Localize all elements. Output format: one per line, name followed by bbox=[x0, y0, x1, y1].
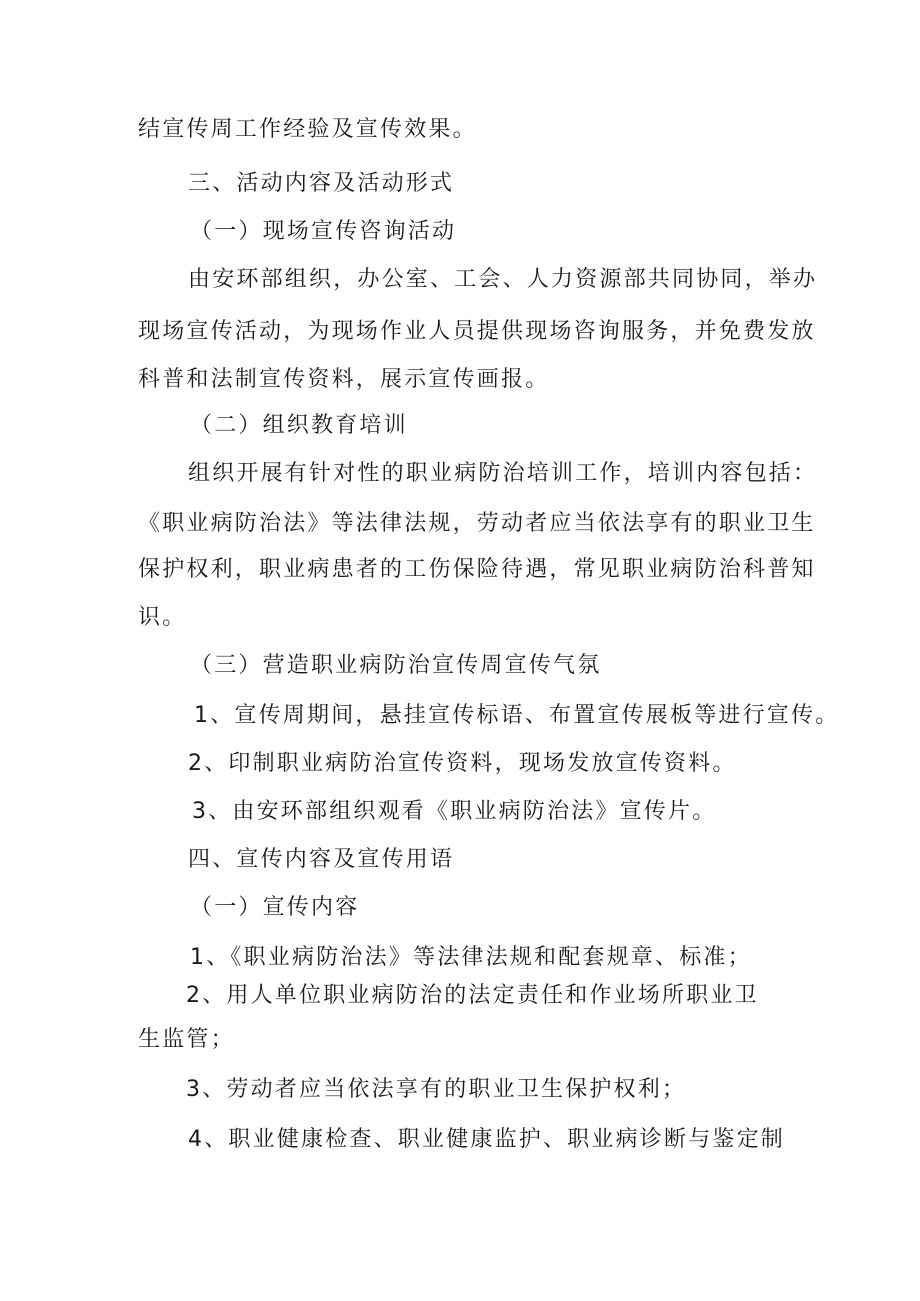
list-item: 3、劳动者应当依法享有的职业卫生保护权利； bbox=[186, 1077, 687, 1102]
list-item: 3、由安环部组织观看《职业病防治法》宣传片。 bbox=[192, 799, 717, 824]
list-item-continuation: 生监管； bbox=[138, 1027, 235, 1052]
subsection-heading: （一）宣传内容 bbox=[190, 895, 360, 920]
subsection-heading: （二）组织教育培训 bbox=[190, 413, 408, 438]
list-item: 2、用人单位职业病防治的法定责任和作业场所职业卫 bbox=[186, 983, 759, 1008]
paragraph-line: 识。 bbox=[138, 605, 187, 630]
paragraph-line: 由安环部组织，办公室、工会、人力资源部共同协同，举办 bbox=[188, 267, 818, 292]
paragraph-line: 《职业病防治法》等法律法规，劳动者应当依法享有的职业卫生 bbox=[138, 511, 816, 536]
paragraph-line: 现场宣传活动，为现场作业人员提供现场咨询服务，并免费发放 bbox=[138, 319, 816, 344]
section-heading: 四、宣传内容及宣传用语 bbox=[188, 847, 455, 872]
paragraph-line: 结宣传周工作经验及宣传效果。 bbox=[138, 117, 477, 142]
subsection-heading: （一）现场宣传咨询活动 bbox=[190, 219, 457, 244]
list-item: 2、印制职业病防治宣传资料，现场发放宣传资料。 bbox=[188, 751, 737, 776]
list-item: 1、宣传周期间，悬挂宣传标语、布置宣传展板等进行宣传。 bbox=[194, 703, 840, 728]
list-item: 4、职业健康检查、职业健康监护、职业病诊断与鉴定制 bbox=[188, 1127, 785, 1152]
paragraph-line: 组织开展有针对性的职业病防治培训工作，培训内容包括： bbox=[188, 461, 818, 486]
section-heading: 三、活动内容及活动形式 bbox=[188, 171, 455, 196]
paragraph-line: 科普和法制宣传资料，展示宣传画报。 bbox=[138, 367, 550, 392]
subsection-heading: （三）营造职业病防治宣传周宣传气氛 bbox=[190, 653, 602, 678]
paragraph-line: 保护权利，职业病患者的工伤保险待遇，常见职业病防治科普知 bbox=[138, 557, 816, 582]
list-item: 1、《职业病防治法》等法律法规和配套规章、标准； bbox=[190, 945, 752, 970]
